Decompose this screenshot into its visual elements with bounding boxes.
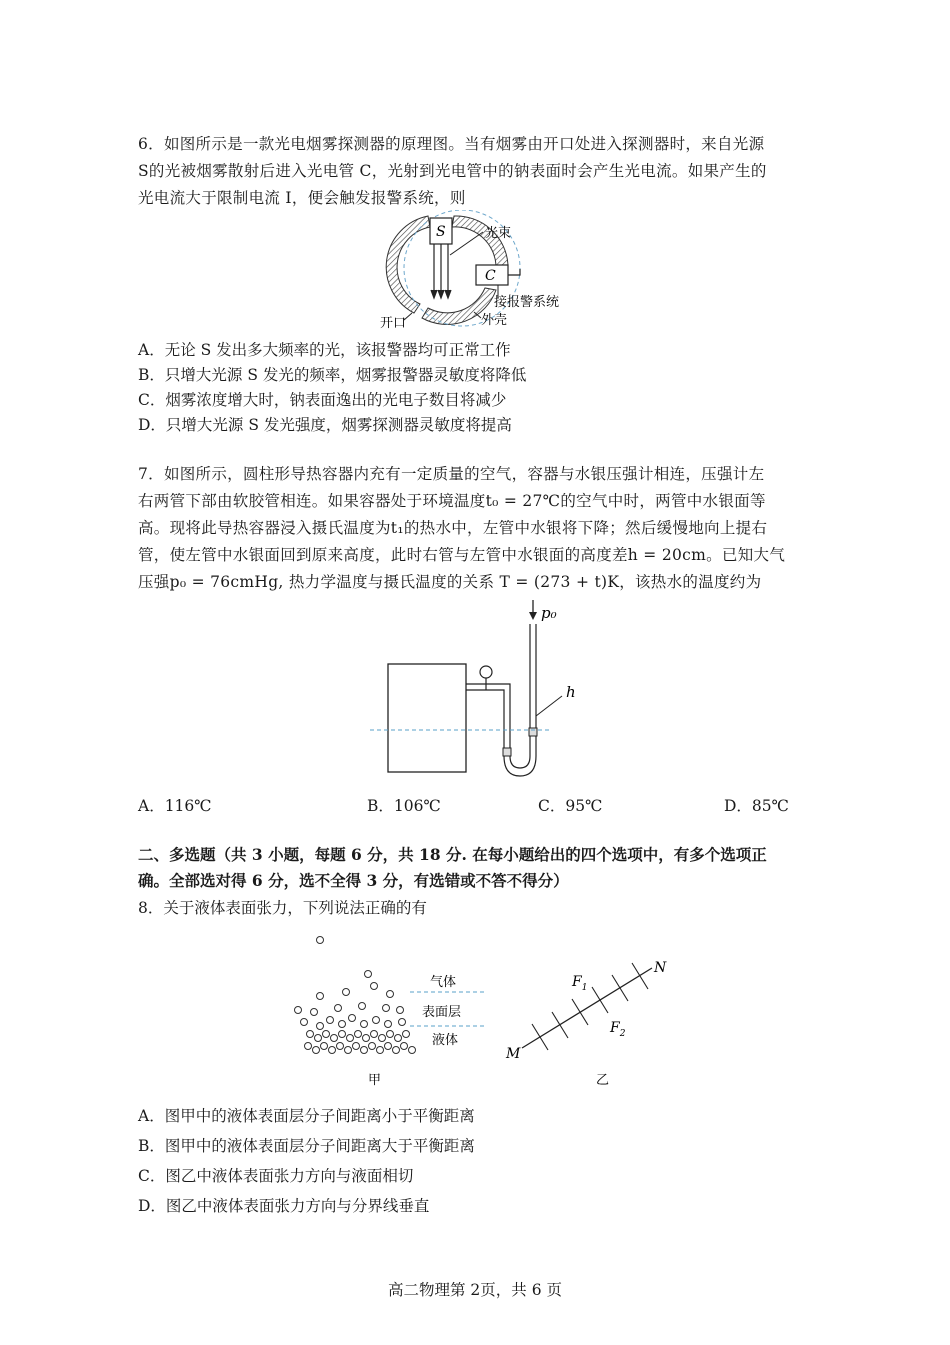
q7-option-a[interactable]: A．116℃ bbox=[138, 797, 212, 815]
section-2-line-2: 确。全部选对得 6 分，选不全得 3 分，有选错或不答不得分） bbox=[138, 871, 569, 890]
section-2-header bbox=[138, 842, 767, 894]
liquid-label: 液体 bbox=[432, 1033, 459, 1048]
f1-label: $F_1$ bbox=[572, 974, 588, 993]
h-label: h bbox=[566, 683, 576, 701]
q6-line-3: 光电流大于限制电流 I，便会触发报警系统，则 bbox=[138, 189, 466, 207]
q6-stem bbox=[138, 131, 818, 212]
molecule-circles bbox=[295, 937, 416, 1054]
q6-option-d[interactable]: D．只增大光源 S 发光强度，烟雾探测器灵敏度将提高 bbox=[138, 416, 512, 434]
opening-label: 开口 bbox=[380, 316, 407, 330]
u-tube-bottom bbox=[504, 756, 536, 776]
q7-line-3: 高。现将此导热容器浸入摄氏温度为t₁的热水中，左管中水银将下降；然后缓慢地向上提右 bbox=[138, 519, 768, 537]
manometer-figure bbox=[370, 596, 590, 786]
q8-option-d[interactable]: D．图乙中液体表面张力方向与分界线垂直 bbox=[138, 1197, 430, 1215]
p0-arrowhead bbox=[529, 612, 537, 620]
light-source-label: S bbox=[436, 224, 446, 240]
beam-label: 光束 bbox=[485, 226, 512, 241]
alarm-wire bbox=[508, 269, 520, 275]
q6-option-a[interactable]: A．无论 S 发出多大频率的光，该报警器均可正常工作 bbox=[138, 341, 511, 359]
smoke-detector-figure bbox=[370, 210, 580, 330]
q6-option-c[interactable]: C．烟雾浓度增大时，钠表面逸出的光电子数目将减少 bbox=[138, 391, 507, 409]
q6-line-2: S的光被烟雾散射后进入光电管 C，光射到光电管中的钠表面时会产生光电流。如果产生的 bbox=[138, 162, 767, 180]
q8-option-c[interactable]: C．图乙中液体表面张力方向与液面相切 bbox=[138, 1167, 414, 1185]
figure-jia-label: 甲 bbox=[368, 1073, 382, 1088]
alarm-label: 接报警系统 bbox=[494, 295, 560, 310]
q8-stem: 8．关于液体表面张力，下列说法正确的有 bbox=[138, 899, 427, 917]
boundary-line-mn bbox=[522, 968, 652, 1048]
q6-line-1: 6．如图所示是一款光电烟雾探测器的原理图。当有烟雾由开口处进入探测器时，来自光源 bbox=[138, 135, 765, 153]
outer-shell-left bbox=[386, 216, 430, 313]
heat-container bbox=[388, 664, 466, 772]
section-2-line-1: 二、多选题（共 3 小题，每题 6 分，共 18 分. 在每小题给出的四个选项中，有多个选项正 bbox=[138, 845, 767, 864]
f2-label: $F_2$ bbox=[610, 1020, 626, 1039]
q8-option-b[interactable]: B．图甲中的液体表面层分子间距离大于平衡距离 bbox=[138, 1137, 475, 1155]
q7-line-2: 右两管下部由软胶管相连。如果容器处于环境温度t₀ = 27℃的空气中时，两管中水银面等 bbox=[138, 492, 766, 510]
q6-option-b[interactable]: B．只增大光源 S 发光的频率，烟雾报警器灵敏度将降低 bbox=[138, 366, 527, 384]
figure-yi-label: 乙 bbox=[596, 1073, 610, 1088]
q7-line-1: 7．如图所示，圆柱形导热容器内充有一定质量的空气，容器与水银压强计相连，压强计左 bbox=[138, 465, 765, 483]
tension-figure-yi bbox=[500, 950, 690, 1090]
q7-line-5: 压强p₀ = 76cmHg, 热力学温度与摄氏温度的关系 T = (273 + t)K，该热水的温度约为 bbox=[138, 573, 762, 591]
molecule-figure-jia bbox=[290, 930, 490, 1090]
connecting-tube bbox=[466, 684, 510, 756]
q7-option-b[interactable]: B．106℃ bbox=[367, 797, 441, 815]
p0-label: p₀ bbox=[541, 604, 557, 622]
shell-label: 外壳 bbox=[481, 313, 508, 328]
left-mercury-level bbox=[503, 748, 511, 756]
m-label: M bbox=[506, 1046, 521, 1062]
surface-layer-label: 表面层 bbox=[422, 1005, 462, 1020]
q7-option-d[interactable]: D．85℃ bbox=[724, 797, 789, 815]
beam-pointer bbox=[450, 232, 483, 255]
right-mercury-level bbox=[529, 728, 537, 736]
h-pointer bbox=[536, 696, 562, 716]
q8-option-a[interactable]: A．图甲中的液体表面层分子间距离小于平衡距离 bbox=[138, 1107, 475, 1125]
q7-line-4: 管，使左管中水银面回到原来高度，此时右管与左管中水银面的高度差h = 20cm。已知大气 bbox=[138, 546, 786, 564]
n-label: N bbox=[654, 960, 667, 976]
gas-label: 气体 bbox=[430, 975, 457, 990]
q7-stem bbox=[138, 461, 818, 596]
q7-option-c[interactable]: C．95℃ bbox=[538, 797, 603, 815]
light-beams bbox=[431, 244, 451, 298]
photocell-label: C bbox=[485, 268, 496, 284]
valve bbox=[480, 666, 492, 678]
page-footer: 高二物理第 2页，共 6 页 bbox=[387, 1281, 562, 1299]
